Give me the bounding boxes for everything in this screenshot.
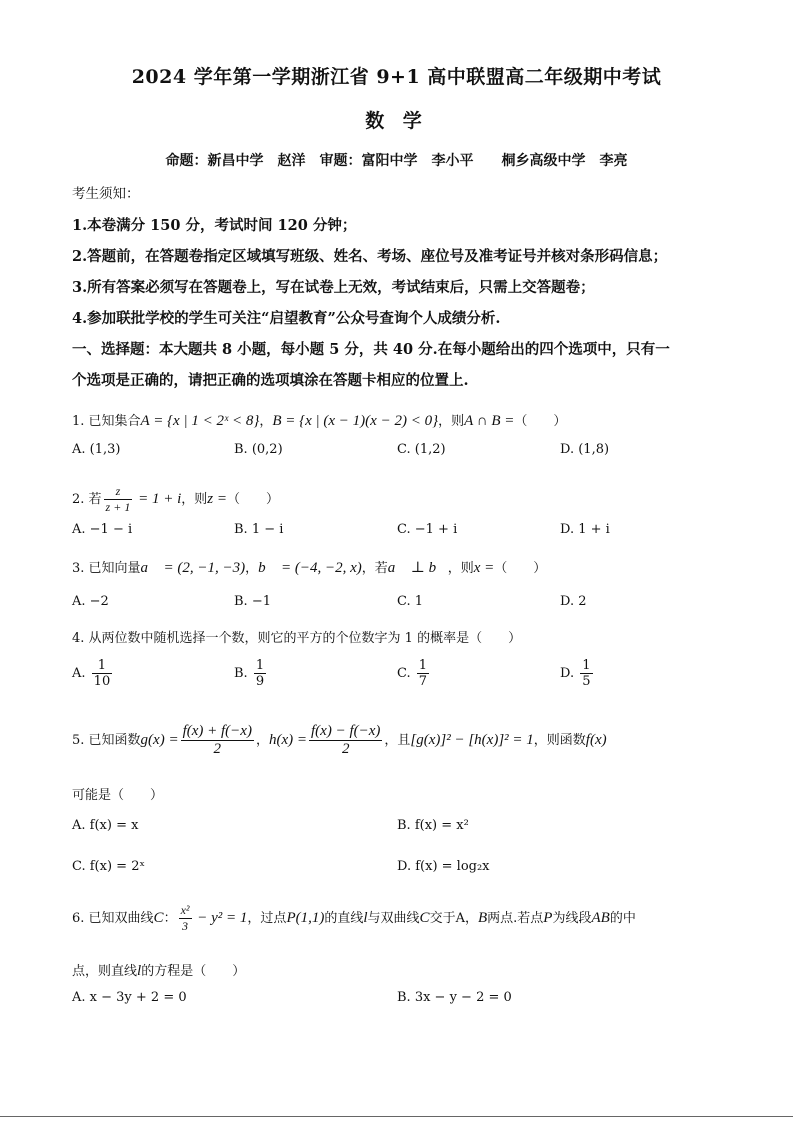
q3-mid: ，若 [361, 561, 388, 576]
q1-option-b: B. (0,2) [234, 442, 283, 457]
q2-option-b: B. 1 − i [234, 522, 284, 537]
q6-text5: 为线段 [552, 911, 592, 926]
q4-d-den: 5 [582, 674, 591, 689]
q4-option-d-label: D. [560, 666, 575, 681]
q2-option-d: D. 1 + i [560, 522, 610, 537]
q5-cond-prefix: ，且 [384, 733, 411, 748]
q3-option-d: D. 2 [560, 594, 587, 609]
q2-prefix: 2. 若 [72, 492, 102, 507]
q5-condition: [g(x)]² − [h(x)]² = 1 [410, 732, 534, 748]
q6-line2-prefix: 点，则直线 [72, 964, 138, 979]
q1-expr: A ∩ B = [464, 413, 515, 429]
q6-text4: 两点.若点 [487, 911, 544, 926]
q4-a-den: 10 [93, 674, 111, 689]
q3-prefix: 3. 已知向量 [72, 561, 141, 576]
q5-fx: f(x) [585, 732, 607, 748]
q6-mid: ，过点 [247, 911, 287, 926]
q4-b-den: 9 [255, 674, 265, 689]
q4-c-den: 7 [418, 674, 428, 689]
q5-h-lhs: h(x) = [268, 732, 307, 748]
q4-option-a [72, 658, 114, 689]
q4-option-c-fraction [417, 658, 429, 689]
q5-h-den: 2 [341, 741, 350, 757]
q6-point-p: P [543, 910, 553, 926]
q3-expr: x = [473, 560, 495, 576]
q2-blank: （ ） [226, 492, 279, 507]
author-line: 命题：新昌中学 赵洋 审题：富阳中学 李小平 桐乡高级中学 李亮 [165, 153, 628, 169]
q5-g-num: f(x) + f(−x) [182, 723, 252, 739]
section-heading-line-2: 个选项是正确的，请把正确的选项填涂在答题卡相应的位置上. [72, 372, 469, 389]
q6-option-a: A. x − 3y + 2 = 0 [72, 990, 187, 1005]
q3-sep: ， [245, 561, 259, 576]
q5-end: ，则函数 [533, 733, 586, 748]
q2-option-a: A. −1 − i [72, 522, 133, 537]
q6-text1: 的直线 [324, 911, 364, 926]
q2-frac-num: z [104, 484, 133, 500]
question-1-stem [72, 410, 566, 430]
q5-h-num: f(x) − f(−x) [311, 723, 381, 739]
q1-sep: ， [259, 414, 273, 429]
q1-prefix: 1. 已知集合 [72, 414, 141, 429]
q4-a-num: 1 [92, 658, 113, 674]
q5-h-fraction [309, 723, 382, 758]
notice-item-4: 4.参加联批学校的学生可关注“启望教育”公众号查询个人成绩分析. [72, 310, 501, 327]
question-2-stem [72, 484, 279, 515]
q1-set-b: B = {x | (x − 1)(x − 2) < 0} [272, 413, 439, 429]
q6-text3: 交于 [429, 911, 456, 926]
subject-title: 数 学 [365, 110, 428, 132]
q3-vec-b: b⃗ = (−4, −2, x) [258, 560, 362, 576]
notice-heading: 考生须知： [72, 186, 140, 202]
q4-option-d-fraction [580, 658, 592, 689]
q4-option-c-label: C. [397, 666, 411, 681]
q6-eq: − y² = 1 [193, 910, 248, 926]
q1-mid: ，则 [438, 414, 465, 429]
q5-g-fraction [181, 723, 254, 758]
q6-point: P(1,1) [286, 910, 325, 926]
q2-mid: ，则 [181, 492, 208, 507]
q6-text6: 的中 [609, 911, 636, 926]
q4-option-b [234, 658, 268, 689]
q3-end: ，则 [447, 561, 474, 576]
question-5-stem [72, 723, 607, 758]
q6-text2: 与双曲线 [367, 911, 420, 926]
q5-option-c: C. f(x) = 2ˣ [72, 859, 145, 874]
q4-option-c [397, 658, 431, 689]
q6-option-b: B. 3x − y − 2 = 0 [397, 990, 512, 1005]
q4-option-a-label: A. [72, 666, 86, 681]
notice-item-1: 1.本卷满分 150 分，考试时间 120 分钟； [72, 217, 357, 234]
q3-condition: a⃗ ⊥ b⃗ [387, 560, 448, 576]
question-4-stem: 4. 从两位数中随机选择一个数，则它的平方的个位数字为 1 的概率是（ ） [72, 631, 522, 646]
q1-set-a: A = {x | 1 < 2ˣ < 8} [140, 413, 260, 429]
exam-title: 2024 学年第一学期浙江省 9+1 高中联盟高二年级期中考试 [131, 66, 662, 88]
q6-line2-suffix: 的方程是（ ） [141, 964, 246, 979]
q3-option-a: A. −2 [72, 594, 109, 609]
q6-prefix: 6. 已知双曲线 [72, 911, 154, 926]
question-5-line-2: 可能是（ ） [72, 788, 164, 803]
q4-option-d [560, 658, 595, 689]
q6-fraction [179, 903, 192, 934]
q2-frac-den: z + 1 [105, 500, 131, 514]
q1-option-c: C. (1,2) [397, 442, 446, 457]
q5-option-a: A. f(x) = x [72, 818, 139, 833]
q6-curve: C [153, 910, 164, 926]
q6-line2-l: l [137, 963, 142, 979]
q3-blank: （ ） [494, 561, 547, 576]
q5-option-b: B. f(x) = x² [397, 818, 469, 833]
q5-g-lhs: g(x) = [140, 732, 179, 748]
q4-c-num: 1 [418, 658, 428, 673]
q2-fraction [104, 484, 133, 515]
section-heading-line-1: 一、选择题：本大题共 8 小题，每小题 5 分，共 40 分.在每小题给出的四个选项中，只有一 [72, 341, 670, 358]
q4-option-a-fraction [92, 658, 113, 689]
q6-colon: ： [163, 911, 177, 926]
q4-option-b-fraction [254, 658, 266, 689]
q6-point-b: B [477, 910, 488, 926]
q6-sep: ， [464, 911, 478, 926]
q1-option-d: D. (1,8) [560, 442, 610, 457]
q4-b-num: 1 [255, 658, 265, 673]
q3-option-b: B. −1 [234, 594, 271, 609]
q6-segment-ab: AB [591, 910, 610, 926]
q6-line-l: l [363, 910, 368, 926]
q5-prefix: 5. 已知函数 [72, 733, 141, 748]
q6-frac-num: x² [180, 903, 190, 917]
q3-option-c: C. 1 [397, 594, 424, 609]
q2-eq: = 1 + i [134, 491, 182, 507]
notice-item-3: 3.所有答案必须写在答题卷上，写在试卷上无效，考试结束后，只需上交答题卷； [72, 279, 595, 296]
page-bottom-rule [0, 1116, 793, 1117]
q4-option-b-label: B. [234, 666, 248, 681]
q5-option-d: D. f(x) = log₂x [397, 859, 490, 874]
question-6-line-2 [72, 960, 245, 980]
q5-sep: ， [255, 733, 269, 748]
q6-frac-den: 3 [182, 919, 189, 933]
q2-option-c: C. −1 + i [397, 522, 458, 537]
question-6-stem [72, 903, 636, 934]
q6-point-a: A [455, 911, 465, 926]
q3-vec-a: a⃗ = (2, −1, −3) [140, 560, 246, 576]
q1-blank: （ ） [514, 414, 567, 429]
q2-expr: z = [207, 491, 227, 507]
q5-g-den: 2 [213, 741, 222, 757]
q1-option-a: A. (1,3) [72, 442, 121, 457]
notice-item-2: 2.答题前，在答题卷指定区域填写班级、姓名、考场、座位号及准考证号并核对条形码信息； [72, 248, 668, 265]
q4-d-num: 1 [582, 658, 591, 673]
question-3-stem [72, 557, 546, 577]
q6-curve-2: C [419, 910, 430, 926]
